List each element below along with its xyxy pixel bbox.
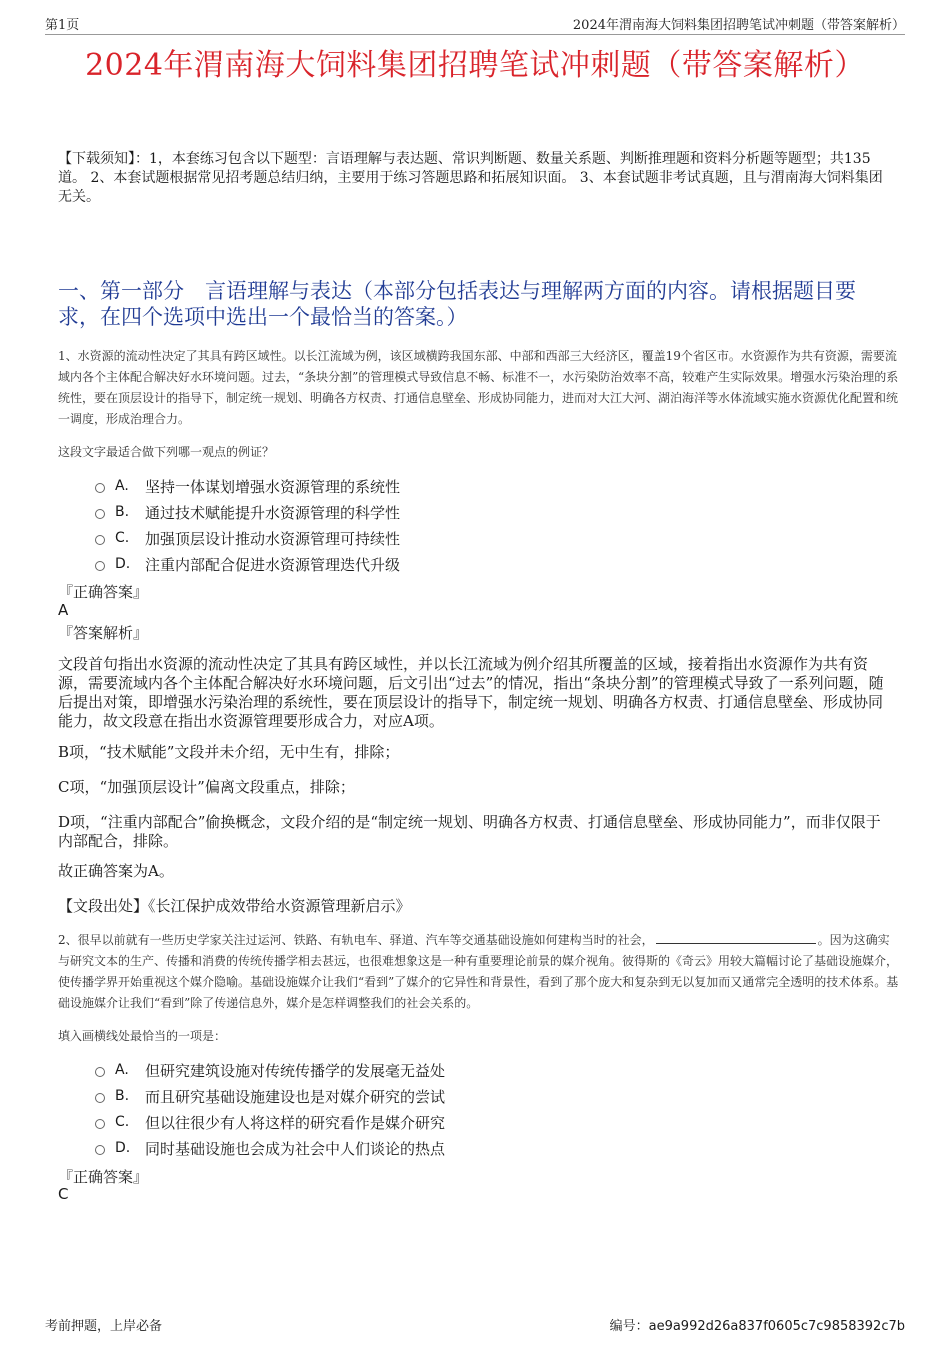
- fill-blank: [656, 931, 816, 944]
- question-2-text: 2、很早以前就有一些历史学家关注过运河、铁路、有轨电车、驿道、汽车等交通基础设施如何建构当时的社会， 。因为这确实与研究文本的生产、传播和消费的传统传播学相去甚远，也很难想象这是一种有重要理论前景的媒介视角。彼得斯的《奇云》用较大篇幅讨论了基础设施媒介，使传播学界开始重视这个媒介隐喻。基础设施媒介让我们“看到”了媒介的它异性和背景性，看到了那个庞大和复杂到无以复加而又通常完全透明的技术体系。基础设施媒介让我们“看到”除了传递信息外，媒介是怎样调整我们的社会关系的。: [58, 933, 899, 1010]
- question-1-prompt: 这段文字最适合做下列哪一观点的例证？: [58, 445, 275, 459]
- header-doc-title: 2024年渭南海大饲料集团招聘笔试冲刺题（带答案解析）: [572, 18, 905, 33]
- question-1-text: 1、水资源的流动性决定了其具有跨区域性。以长江流域为例，该区域横跨我国东部、中部和西部三大经济区，覆盖19个省区市。水资源作为共有资源，需要流域内各个主体配合解决好水环境问题。过去，“条块分割”的管理模式导致信息不畅、标准不一，水污染防治效率不高，较难产生实际效果。增强水污染治理的系统性，要在顶层设计的指导下，制定统一规划、明确各方权责、打通信息壁垒、形成协同能力，进而对大江大河、湖泊海洋等水体流域实施水资源优化配置和统一调度，形成治理合力。: [58, 349, 899, 426]
- question-2-answer-label: 『正确答案』: [58, 1168, 149, 1186]
- question-1-options: [95, 473, 400, 577]
- question-1-analysis-label: 『答案解析』: [58, 624, 149, 642]
- radio-icon[interactable]: [95, 483, 105, 493]
- radio-icon[interactable]: [95, 1067, 105, 1077]
- question-2-option-b[interactable]: B. 而且研究基础设施建设也是对媒介研究的尝试: [95, 1083, 445, 1109]
- question-1-answer-label: 『正确答案』: [58, 583, 149, 601]
- question-1-analysis-c: C项，“加强顶层设计”偏离文段重点，排除；: [58, 778, 355, 796]
- question-1-option-c[interactable]: C. 加强顶层设计推动水资源管理可持续性: [95, 525, 400, 551]
- page-header: [45, 14, 905, 35]
- question-2-answer: C: [58, 1185, 69, 1203]
- question-2-option-d[interactable]: D. 同时基础设施也会成为社会中人们谈论的热点: [95, 1135, 445, 1161]
- question-1-analysis-b: B项，“技术赋能”文段并未介绍，无中生有，排除；: [58, 743, 400, 761]
- question-1-conclusion: 故正确答案为A。: [58, 862, 174, 880]
- document-title: 2024年渭南海大饲料集团招聘笔试冲刺题（带答案解析）: [85, 48, 865, 83]
- question-1-option-d[interactable]: D. 注重内部配合促进水资源管理迭代升级: [95, 551, 400, 577]
- radio-icon[interactable]: [95, 509, 105, 519]
- radio-icon[interactable]: [95, 561, 105, 571]
- radio-icon[interactable]: [95, 1093, 105, 1103]
- question-1-source: 【文段出处】《长江保护成效带给水资源管理新启示》: [58, 897, 411, 915]
- question-1-analysis-main: 文段首句指出水资源的流动性决定了其具有跨区域性，并以长江流域为例介绍其所覆盖的区域，接着指出水资源作为共有资源，需要流域内各个主体配合解决好水环境问题，后文引出“过去”的情况，指出“条块分割”的管理模式导致了一系列问题，随后提出对策，即增强水污染治理的系统性，要在顶层设计的指导下，制定统一规划、明确各方权责、打通信息壁垒、形成协同能力，故文段意在指出水资源管理要形成合力，对应A项。: [58, 655, 884, 730]
- radio-icon[interactable]: [95, 1145, 105, 1155]
- question-2-option-a[interactable]: A. 但研究建筑设施对传统传播学的发展毫无益处: [95, 1057, 445, 1083]
- question-1-answer: A: [58, 601, 69, 619]
- footer-slogan: 考前押题，上岸必备: [45, 1319, 163, 1334]
- question-1-option-a[interactable]: A. 坚持一体谋划增强水资源管理的系统性: [95, 473, 400, 499]
- radio-icon[interactable]: [95, 535, 105, 545]
- page-number: 第1页: [45, 18, 80, 33]
- question-2-prompt: 填入画横线处最恰当的一项是：: [58, 1029, 227, 1043]
- footer-code: 编号：ae9a992d26a837f0605c7c9858392c7b: [609, 1319, 905, 1334]
- question-2-option-c[interactable]: C. 但以往很少有人将这样的研究看作是媒介研究: [95, 1109, 445, 1135]
- radio-icon[interactable]: [95, 1119, 105, 1129]
- question-2-options: [95, 1057, 445, 1161]
- section-heading: 一、第一部分 言语理解与表达（本部分包括表达与理解两方面的内容。请根据题目要求，在四个选项中选出一个最恰当的答案。）: [58, 279, 856, 329]
- question-1-analysis-d: D项，“注重内部配合”偷换概念，文段介绍的是“制定统一规划、明确各方权责、打通信息壁垒、形成协同能力”，而非仅限于内部配合，排除。: [58, 813, 881, 850]
- question-1-option-b[interactable]: B. 通过技术赋能提升水资源管理的科学性: [95, 499, 400, 525]
- download-notice: 【下载须知】：1，本套练习包含以下题型：言语理解与表达题、常识判断题、数量关系题、判断推理题和资料分析题等题型；共135道。 2、本套试题根据常见招考题总结归纳，主要用于练习答题思路和拓展知识面。 3、本套试题非考试真题，且与渭南海大饲料集团无关。: [58, 151, 883, 205]
